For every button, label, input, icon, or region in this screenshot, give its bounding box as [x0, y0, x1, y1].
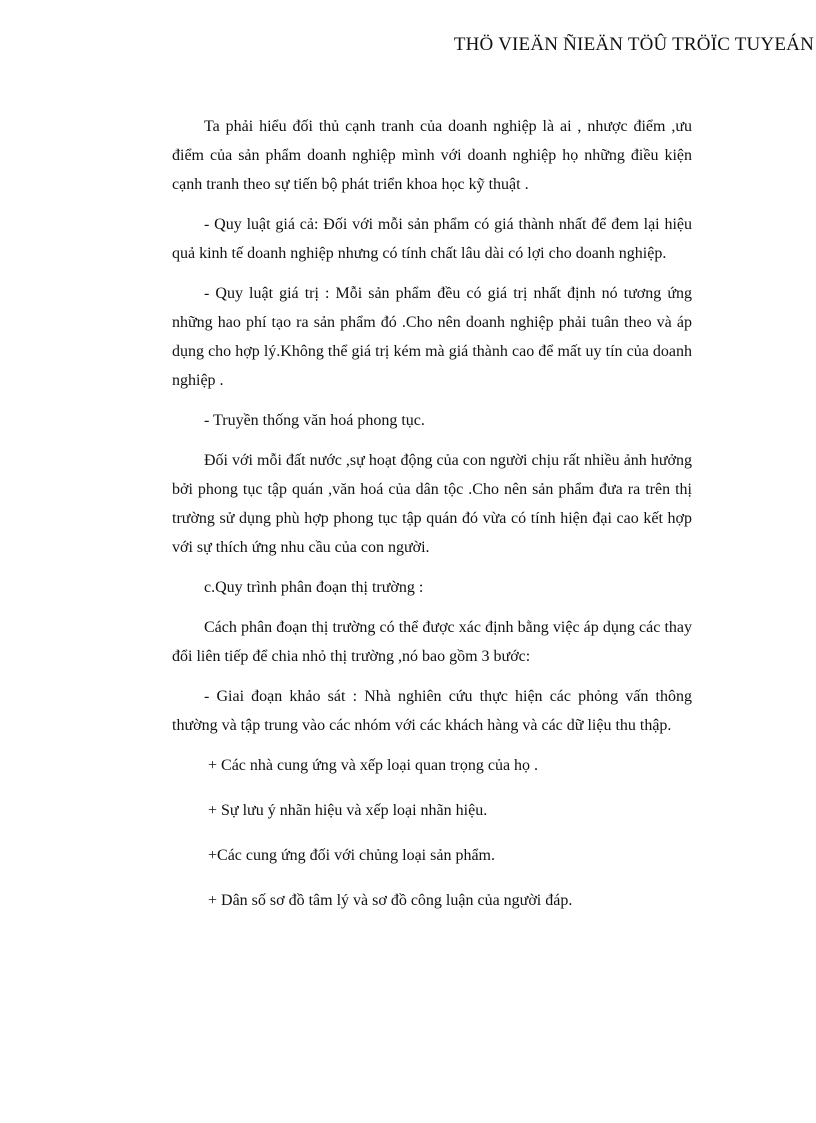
document-body	[172, 112, 692, 931]
paragraph-culture: Đối với mỗi đất nước ,sự hoạt động của con người chịu rất nhiều ảnh hưởng bởi phong tục tập quán ,văn hoá của dân tộc .Cho nên sản phẩm đưa ra trên thị trường sử dụng phù hợp phong tục tập quán đó vừa có tính hiện đại cao kết hợp với sự thích ứng nhu cầu của con người.	[172, 452, 692, 556]
paragraph-survey-stage: - Giai đoạn khảo sát : Nhà nghiên cứu thực hiện các phỏng vấn thông thường và tập trung vào các nhóm với các khách hàng và các dữ liệu thu thập.	[172, 688, 692, 734]
paragraph-value-law: - Quy luật giá trị : Mỗi sản phẩm đều có giá trị nhất định nó tương ứng những hao phí tạo ra sản phẩm đó .Cho nên doanh nghiệp phải tuân theo và áp dụng cho hợp lý.Không thể giá trị kém mà giá thành cao để mất uy tín của doanh nghiệp .	[172, 285, 692, 389]
page-header-title: THÖ VIEÄN ÑIEÄN TÖÛ TRÖÏC TUYEÁN	[453, 34, 814, 55]
paragraph-segmentation-steps: Cách phân đoạn thị trường có thể được xác định bằng việc áp dụng các thay đổi liên tiếp để chia nhỏ thị trường ,nó bao gồm 3 bước:	[172, 619, 692, 665]
paragraph-competitors: Ta phải hiểu đối thủ cạnh tranh của doanh nghiệp là ai , nhược điểm ,ưu điểm của sản phẩm doanh nghiệp mình với doanh nghiệp họ những điều kiện cạnh tranh theo sự tiến bộ phát triển khoa học kỹ thuật .	[172, 118, 692, 193]
paragraph-price-law: - Quy luật giá cả: Đối với mỗi sản phẩm có giá thành nhất để đem lại hiệu quả kinh tế doanh nghiệp nhưng có tính chất lâu dài có lợi cho doanh nghiệp.	[172, 216, 692, 262]
list-item: + Sự lưu ý nhãn hiệu và xếp loại nhãn hiệu.	[208, 802, 488, 819]
list-item: +Các cung ứng đối với chủng loại sản phẩm.	[208, 847, 495, 864]
list-item: + Dân số sơ đồ tâm lý và sơ đồ công luận của người đáp.	[208, 892, 573, 909]
paragraph-tradition: - Truyền thống văn hoá phong tục.	[204, 412, 425, 429]
section-heading-segmentation: c.Quy trình phân đoạn thị trường :	[204, 579, 424, 596]
list-item: + Các nhà cung ứng và xếp loại quan trọng của họ .	[208, 757, 539, 774]
